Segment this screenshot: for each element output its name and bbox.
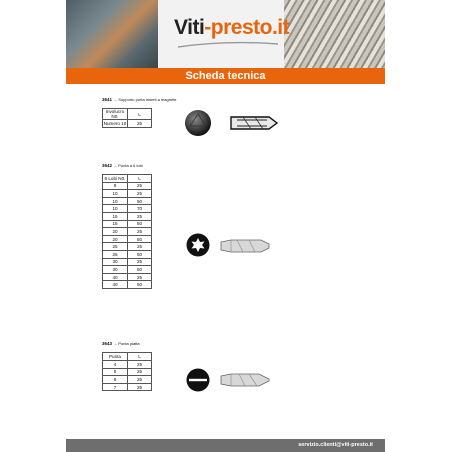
table-cell: 20 — [103, 235, 128, 243]
table-cell: 30 — [103, 258, 128, 266]
datasheet-page — [66, 0, 385, 452]
product-code-3641: 3641 → Supporto porta inserti a magnete — [102, 97, 177, 102]
table-cell: 25 — [128, 376, 152, 384]
table-row — [103, 197, 152, 205]
table-cell: 25 — [128, 212, 152, 220]
spec-table-3641 — [102, 108, 152, 128]
magnet-holder-icon — [184, 108, 212, 138]
table-cell: 25 — [128, 368, 152, 376]
table-row — [103, 273, 152, 281]
contact-email[interactable]: servizio.clienti@viti-presto.it — [298, 442, 373, 448]
table-row — [103, 376, 152, 384]
table-cell: 40 — [103, 281, 128, 289]
spec-table-3642 — [102, 174, 152, 289]
table-cell: 25 — [103, 243, 128, 251]
table-cell: 50 — [128, 235, 152, 243]
table-cell: 25 — [128, 383, 152, 391]
logo-swoosh-icon — [176, 41, 280, 49]
column-header: L — [128, 109, 152, 120]
table-cell: 25 — [128, 243, 152, 251]
table-cell: 10 — [103, 197, 128, 205]
column-header: Involucro N0. — [103, 109, 128, 120]
spec-table-3643 — [102, 352, 152, 391]
table-cell: 50 — [128, 197, 152, 205]
table-cell: 6 — [103, 376, 128, 384]
table-row — [103, 250, 152, 258]
table-header-row — [103, 109, 152, 120]
page-title: Scheda tecnica — [66, 68, 385, 84]
table-cell: 50 — [128, 220, 152, 228]
table-cell: 30 — [103, 266, 128, 274]
table-cell: 25 — [128, 361, 152, 369]
table-cell: 50 — [128, 266, 152, 274]
table-cell: 25 — [128, 258, 152, 266]
table-row — [103, 120, 152, 128]
column-header: L — [128, 175, 152, 183]
table-cell: 10 — [103, 190, 128, 198]
table-row — [103, 258, 152, 266]
table-row — [103, 190, 152, 198]
torx-bit-icon — [186, 233, 210, 257]
table-cell: 25 — [103, 250, 128, 258]
table-cell: 15 — [103, 212, 128, 220]
table-cell: 15 — [103, 220, 128, 228]
table-cell: 50 — [128, 281, 152, 289]
footer-bar — [66, 439, 385, 452]
flat-bit-side-icon — [219, 370, 271, 390]
table-row — [103, 368, 152, 376]
brand-logo — [174, 16, 289, 40]
table-row — [103, 212, 152, 220]
table-row — [103, 182, 152, 190]
table-cell: 25 — [128, 182, 152, 190]
column-header: Punta — [103, 353, 128, 361]
table-cell: 20 — [103, 228, 128, 236]
table-cell: 25 — [128, 273, 152, 281]
table-row — [103, 361, 152, 369]
product-code-3642: 3642 → Punta a 6 lobi — [102, 163, 143, 168]
table-cell: 25 — [128, 190, 152, 198]
magnet-holder-side-icon — [229, 113, 279, 133]
logo-accent-text: -presto.it — [204, 16, 290, 39]
table-row — [103, 281, 152, 289]
screws-photo — [284, 0, 385, 68]
table-cell: 25 — [128, 120, 152, 128]
table-header-row — [103, 175, 152, 183]
table-cell: 25 — [128, 228, 152, 236]
logo-main-text: Viti — [174, 16, 205, 39]
table-row — [103, 235, 152, 243]
table-cell: 50 — [128, 250, 152, 258]
workshop-photo — [66, 0, 158, 68]
column-header: L — [128, 353, 152, 361]
table-cell: 5 — [103, 368, 128, 376]
table-cell: Numero 10 — [103, 120, 127, 126]
table-row — [103, 243, 152, 251]
table-cell: 70 — [128, 205, 152, 213]
table-row — [103, 228, 152, 236]
table-cell: 4 — [103, 361, 128, 369]
table-cell: 10 — [103, 205, 128, 213]
table-row — [103, 205, 152, 213]
table-header-row — [103, 353, 152, 361]
table-row — [103, 383, 152, 391]
flat-bit-icon — [186, 368, 210, 392]
table-cell: 8 — [103, 182, 128, 190]
table-row — [103, 266, 152, 274]
torx-bit-side-icon — [219, 236, 271, 256]
table-row — [103, 220, 152, 228]
product-code-3643: 3643 → Punta piatta — [102, 341, 140, 346]
table-cell: 7 — [103, 383, 128, 391]
table-cell: 40 — [103, 273, 128, 281]
column-header: 6 Lobi N0. — [103, 175, 128, 183]
header-banner — [66, 0, 385, 68]
